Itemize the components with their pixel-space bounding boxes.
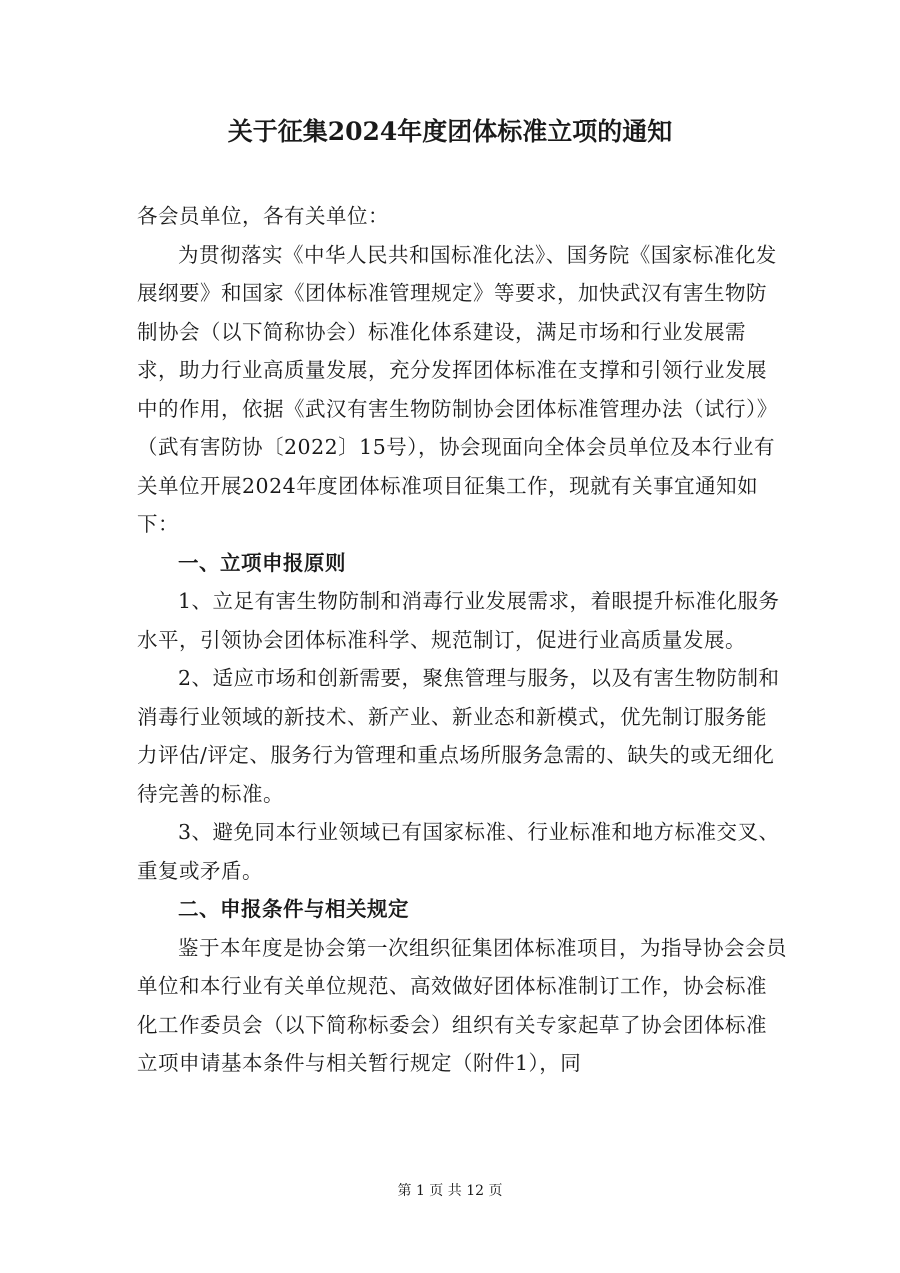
section-2-heading: 二、申报条件与相关规定 — [178, 897, 409, 921]
salutation: 各会员单位，各有关单位： — [137, 204, 389, 228]
principle-item-1: 1、立足有害生物防制和消毒行业发展需求，着眼提升标准化服务水平，引领协会团体标准科学、规范制订，促进行业高质量发展。 — [137, 589, 780, 652]
document-body — [137, 197, 787, 1083]
principle-item-3: 3、避免同本行业领域已有国家标准、行业标准和地方标准交叉、重复或矛盾。 — [137, 820, 780, 883]
section-1-heading: 一、立项申报原则 — [178, 550, 346, 575]
document-title: 关于征集2024年度团体标准立项的通知 — [227, 117, 673, 146]
page-number-footer: 第 1 页 共 12 页 — [397, 1183, 503, 1199]
intro-paragraph: 为贯彻落实《中华人民共和国标准化法》、国务院《国家标准化发展纲要》和国家《团体标准管理规定》等要求，加快武汉有害生物防制协会（以下简称协会）标准化体系建设，满足市场和行业发展需求，助力行业高质量发展，充分发挥团体标准在支撑和引领行业发展中的作用，依据《武汉有害生物防制协会团体标准管理办法（试行）》（武有害防协〔2022〕15号），协会现面向全体会员单位及本行业有关单位开展2024年度团体标准项目征集工作，现就有关事宜通知如下： — [137, 242, 778, 536]
principle-item-2: 2、适应市场和创新需要，聚焦管理与服务，以及有害生物防制和消毒行业领域的新技术、新产业、新业态和新模式，优先制订服务能力评估/评定、服务行为管理和重点场所服务急需的、缺失的或无细化待完善的标准。 — [137, 666, 780, 806]
section-2-paragraph: 鉴于本年度是协会第一次组织征集团体标准项目，为指导协会会员单位和本行业有关单位规范、高效做好团体标准制订工作，协会标准化工作委员会（以下简称标委会）组织有关专家起草了协会团体标准立项申请基本条件与相关暂行规定（附件1），同 — [137, 935, 787, 1075]
